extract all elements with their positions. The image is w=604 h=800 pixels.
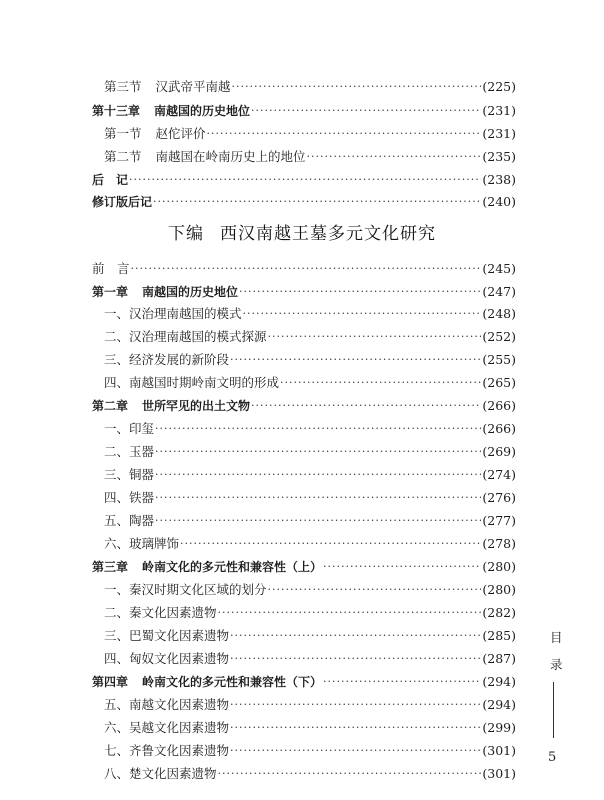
page-number: ( 299 ) [482,718,516,738]
leader-dots [230,695,481,715]
entry-title: 陶器 [129,513,155,528]
page-number: ( 240 ) [482,192,516,212]
entry-number: 二、 [104,444,130,459]
leader-dots [153,192,481,212]
page-number: ( 225 ) [482,77,516,97]
leader-dots [230,350,481,370]
leader-dots [131,259,482,279]
toc-entry [104,764,516,784]
toc-entry [104,534,516,554]
leader-dots [251,101,481,121]
toc-entry [104,741,516,761]
leader-dots [230,718,481,738]
entry-number: 六、 [104,720,130,735]
leader-dots [129,170,481,190]
page-number: ( 266 ) [482,419,516,439]
page-number: ( 294 ) [482,672,516,692]
leader-dots [307,147,482,167]
page-folio: 5 [548,750,557,765]
entry-title: 秦文化因素遗物 [129,605,217,620]
page-number: ( 235 ) [482,147,516,167]
entry-number: 第二章 [92,399,129,413]
entry-number: 一、 [104,306,130,321]
entry-number: 二、 [104,605,130,620]
toc-entry [104,488,516,508]
leader-dots [180,534,481,554]
toc-entry [92,396,516,416]
entry-number: 五、 [104,697,130,712]
leader-dots [268,327,482,347]
page-number: ( 266 ) [482,396,516,416]
toc-entry [104,327,516,347]
page-number: ( 278 ) [482,534,516,554]
leader-dots [155,488,481,508]
toc-entry [104,465,516,485]
page-number: ( 245 ) [482,259,516,279]
entry-title: 汉武帝平南越 [155,79,231,94]
page-number: ( 294 ) [482,695,516,715]
entry-number: 四、 [104,651,130,666]
part-label: 下编 [168,224,204,244]
leader-dots [207,124,482,144]
entry-number: 三、 [104,467,130,482]
leader-dots [218,603,482,623]
toc-entry [92,192,516,212]
entry-title: 玉器 [129,444,155,459]
entry-number: 四、 [104,490,130,505]
toc-entry [104,695,516,715]
entry-title: 南越国的历史地位 [154,104,251,118]
toc-entry [104,124,516,144]
entry-title: 楚文化因素遗物 [129,766,217,781]
entry-title: 岭南文化的多元性和兼容性（上） [142,560,323,574]
leader-dots [243,304,482,324]
part-title [0,219,604,244]
toc-entry [104,580,516,600]
entry-title: 南越文化因素遗物 [129,697,230,712]
entry-number: 前 言 [92,261,130,276]
leader-dots [280,373,481,393]
entry-number: 五、 [104,513,130,528]
page-number: ( 301 ) [482,764,516,784]
toc-entry [104,718,516,738]
entry-title: 南越国的历史地位 [142,285,239,299]
toc-entry [92,282,516,302]
entry-number: 三、 [104,352,130,367]
toc-entry [104,147,516,167]
page-number: ( 280 ) [482,580,516,600]
page-number: ( 265 ) [482,373,516,393]
entry-number: 一、 [104,421,130,436]
page-number: ( 277 ) [482,511,516,531]
page-number: ( 282 ) [482,603,516,623]
entry-number: 第三章 [92,560,129,574]
page-number: ( 231 ) [482,101,516,121]
leader-dots [268,580,482,600]
page-number: ( 231 ) [482,124,516,144]
entry-number: 七、 [104,743,130,758]
toc-entry [92,672,516,692]
entry-title: 印玺 [129,421,155,436]
side-rule [553,682,554,738]
entry-title: 赵佗评价 [155,126,206,141]
leader-dots [155,442,481,462]
leader-dots [232,77,482,97]
side-label-char: 目 [550,630,563,645]
entry-number: 第三节 [104,79,142,94]
toc-entry [104,350,516,370]
entry-title: 岭南文化的多元性和兼容性（下） [142,675,323,689]
page-number: ( 287 ) [482,649,516,669]
entry-number: 八、 [104,766,130,781]
page-number: ( 247 ) [482,282,516,302]
entry-number: 第一章 [92,285,129,299]
entry-title: 匈奴文化因素遗物 [129,651,230,666]
page-number: ( 269 ) [482,442,516,462]
toc-entry [104,77,516,97]
entry-title: 秦汉时期文化区域的划分 [129,582,267,597]
entry-title: 南越国时期岭南文明的形成 [129,375,280,390]
entry-title: 经济发展的新阶段 [129,352,230,367]
leader-dots [230,741,481,761]
page-number: ( 276 ) [482,488,516,508]
entry-title: 铁器 [129,490,155,505]
side-label-char: 录 [550,657,563,672]
entry-number: 六、 [104,536,130,551]
entry-number: 一、 [104,582,130,597]
entry-number: 三、 [104,628,130,643]
page-number: ( 252 ) [482,327,516,347]
entry-title: 巴蜀文化因素遗物 [129,628,230,643]
page-number: ( 285 ) [482,626,516,646]
entry-title: 吴越文化因素遗物 [129,720,230,735]
page-number: ( 255 ) [482,350,516,370]
page-number: ( 274 ) [482,465,516,485]
toc-entry [92,101,516,121]
leader-dots [218,764,482,784]
part-title-text: 西汉南越王墓多元文化研究 [220,224,436,244]
toc-entry [92,557,516,577]
leader-dots [323,557,481,577]
entry-number: 第十三章 [92,104,141,118]
toc-entry [104,649,516,669]
toc-entry [104,603,516,623]
entry-title: 汉治理南越国的模式 [129,306,242,321]
entry-number: 二、 [104,329,130,344]
toc-entry [104,626,516,646]
leader-dots [155,511,481,531]
page-number: ( 238 ) [482,170,516,190]
leader-dots [155,419,481,439]
entry-number: 第一节 [104,126,142,141]
entry-number: 四、 [104,375,130,390]
leader-dots [155,465,481,485]
toc-entry [104,373,516,393]
toc-entry [92,259,516,279]
entry-title: 铜器 [129,467,155,482]
toc-entry [104,304,516,324]
entry-title: 世所罕见的出土文物 [142,399,251,413]
leader-dots [251,396,481,416]
toc-entry [104,419,516,439]
entry-title: 玻璃牌饰 [129,536,180,551]
entry-title: 汉治理南越国的模式探源 [129,329,267,344]
entry-number: 后 记 [92,173,129,187]
page-number: ( 280 ) [482,557,516,577]
leader-dots [230,626,481,646]
entry-number: 第二节 [104,149,142,164]
leader-dots [323,672,481,692]
toc-entry [104,442,516,462]
toc-entry [92,170,516,190]
entry-number: 修订版后记 [92,195,153,209]
entry-title: 南越国在岭南历史上的地位 [155,149,306,164]
leader-dots [239,282,481,302]
page-number: ( 301 ) [482,741,516,761]
page-number: ( 248 ) [482,304,516,324]
leader-dots [230,649,481,669]
entry-title: 齐鲁文化因素遗物 [129,743,230,758]
entry-number: 第四章 [92,675,129,689]
toc-entry [104,511,516,531]
